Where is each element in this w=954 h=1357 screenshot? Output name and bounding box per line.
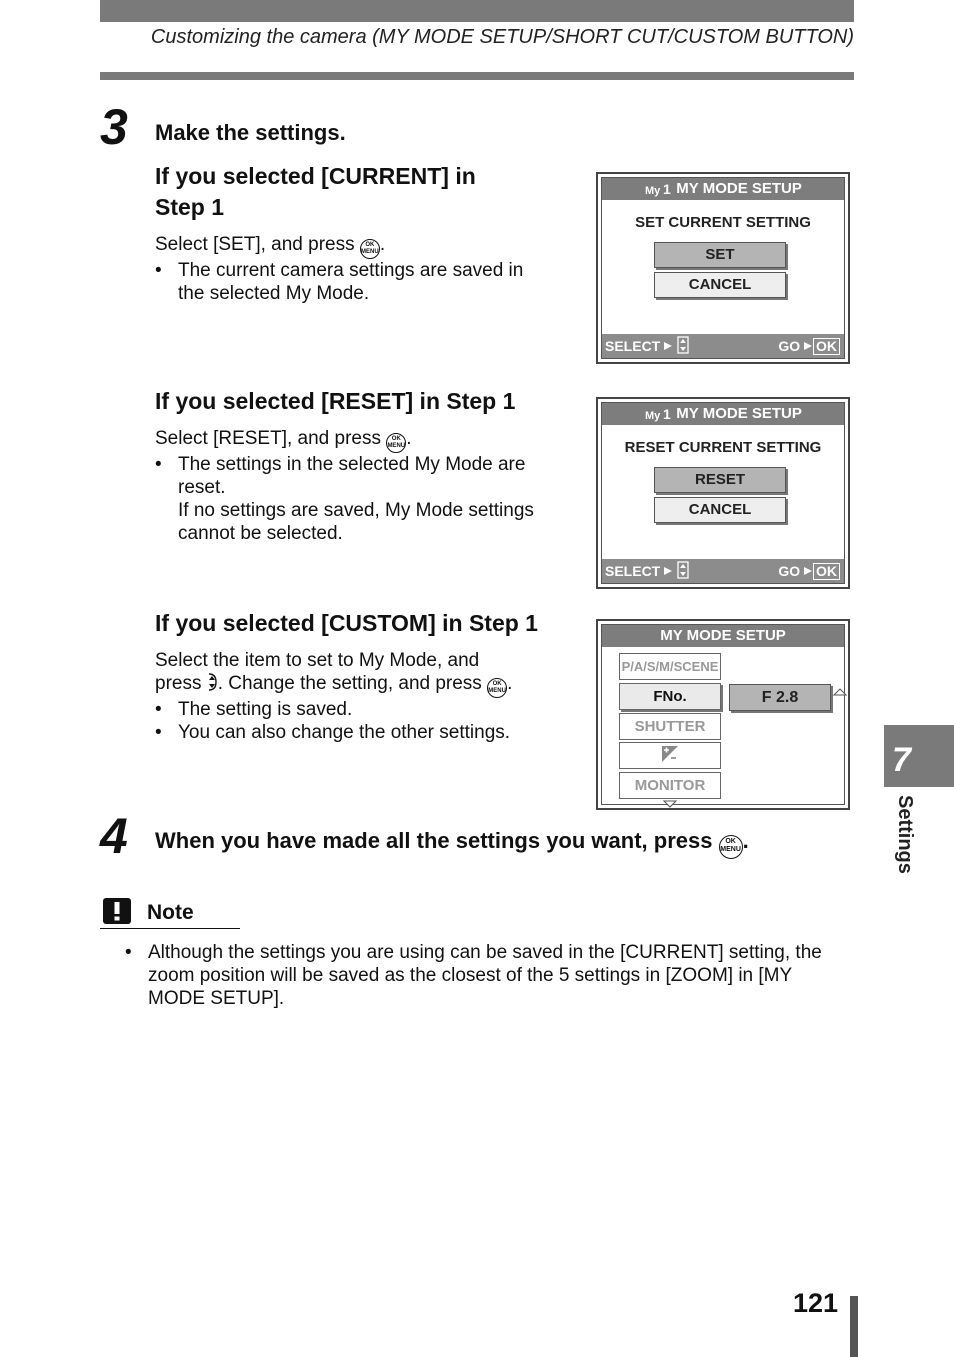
cancel-option[interactable]: CANCEL — [654, 272, 786, 298]
screen-title: MY MODE SETUP — [676, 180, 802, 197]
my-mode-icon — [644, 404, 672, 422]
menu-item-shutter[interactable]: SHUTTER — [619, 713, 721, 740]
custom-bullet: • The setting is saved. — [155, 698, 565, 721]
current-heading-line1: If you selected [CURRENT] in — [155, 163, 476, 189]
screen-prompt: SET CURRENT SETTING — [635, 214, 811, 231]
chapter-number: 7 — [892, 741, 911, 779]
custom-bullet-list — [155, 698, 565, 744]
reset-section-heading: If you selected [RESET] in Step 1 — [155, 388, 516, 414]
custom-instruction-line1: Select the item to set to My Mode, and — [155, 650, 480, 671]
note-bullet-list — [125, 941, 850, 1010]
camera-screen-reset — [596, 397, 850, 589]
reset-bullet: • The settings in the selected My Mode are reset. If no settings are saved, My Mode settings cannot be selected. — [155, 453, 555, 545]
step-3-heading: Make the settings. — [155, 120, 346, 145]
footer-go: GO OK — [778, 334, 840, 358]
arrow-right-icon — [664, 341, 673, 351]
value-up-arrow-icon — [833, 688, 847, 696]
menu-item-exposure-compensation[interactable] — [619, 742, 721, 769]
screen-frame — [601, 402, 845, 584]
exposure-compensation-icon — [661, 745, 679, 763]
svg-text:My: My — [645, 410, 661, 422]
note-bullet: • Although the settings you are using can be saved in the [CURRENT] setting, the zoom position will be saved as the closest of the 5 settings in [ZOOM] in [MY MODE SETUP]. — [125, 941, 850, 1010]
camera-screen-current — [596, 172, 850, 364]
current-bullet-list — [155, 259, 555, 305]
custom-bullet: • You can also change the other settings. — [155, 721, 565, 744]
ok-menu-button-icon: OK MENU — [360, 239, 380, 259]
reset-instruction: Select [RESET], and press OK MENU. — [155, 427, 555, 453]
arrow-pad-icon — [207, 672, 218, 692]
footer-go: GO OK — [778, 559, 840, 583]
chapter-label: Settings — [894, 795, 916, 874]
menu-item-pasm-scene[interactable]: P/A/S/M/SCENE — [619, 653, 721, 680]
note-icon — [102, 897, 132, 925]
current-section-heading — [155, 161, 555, 223]
menu-item-fno[interactable]: FNo. — [619, 683, 721, 710]
menu-item-monitor[interactable]: MONITOR — [619, 772, 721, 799]
svg-text:My: My — [645, 185, 661, 197]
screen-footer — [602, 334, 844, 358]
screen-title-bar — [602, 403, 844, 425]
ok-menu-button-icon: OK MENU — [487, 678, 507, 698]
screen-title: MY MODE SETUP — [676, 405, 802, 422]
svg-text:1: 1 — [663, 181, 671, 197]
page-number: 121 — [792, 1288, 838, 1318]
screen-footer — [602, 559, 844, 583]
screen-prompt: RESET CURRENT SETTING — [624, 439, 822, 456]
screen-frame — [601, 177, 845, 359]
note-title: Note — [147, 901, 194, 924]
reset-bullet-list — [155, 453, 555, 545]
footer-select: SELECT — [605, 559, 689, 583]
ok-badge: OK — [813, 338, 840, 355]
set-option[interactable]: SET — [654, 242, 786, 268]
step-3-number: 3 — [100, 99, 128, 155]
up-down-arrows-icon — [677, 561, 689, 579]
arrow-right-icon — [664, 566, 673, 576]
reset-section-body — [155, 427, 555, 545]
page-number-bar — [850, 1296, 858, 1357]
my-mode-icon — [644, 179, 672, 197]
up-down-arrows-icon — [677, 336, 689, 354]
camera-screen-custom — [596, 619, 850, 810]
cancel-option[interactable]: CANCEL — [654, 497, 786, 523]
reset-instruction-text: Select [RESET], and press — [155, 428, 381, 449]
custom-section-heading: If you selected [CUSTOM] in Step 1 — [155, 610, 538, 636]
ok-menu-button-icon: OK MENU — [386, 433, 406, 453]
svg-text:1: 1 — [663, 406, 671, 422]
arrow-right-icon — [804, 566, 813, 576]
custom-instruction-line2: press . Change the setting, and press OK MENU. — [155, 672, 565, 698]
custom-section-body — [155, 649, 565, 744]
screen-title-bar — [602, 178, 844, 200]
step-4-text: When you have made all the settings you want, press OK MENU. — [155, 828, 845, 859]
arrow-right-icon — [804, 341, 813, 351]
ok-menu-button-icon: OK MENU — [719, 835, 743, 859]
reset-option[interactable]: RESET — [654, 467, 786, 493]
fno-value[interactable]: F 2.8 — [729, 684, 831, 711]
current-bullet: • The current camera settings are saved in the selected My Mode. — [155, 259, 555, 305]
step-4-number: 4 — [100, 808, 128, 864]
note-rule — [100, 928, 240, 929]
chapter-tab — [884, 725, 954, 787]
footer-select: SELECT — [605, 334, 689, 358]
header-rule — [100, 72, 854, 80]
scroll-down-icon — [663, 800, 677, 808]
note-body — [125, 941, 850, 1010]
screen-frame — [601, 624, 845, 805]
current-section-body — [155, 233, 555, 305]
current-heading-line2: Step 1 — [155, 194, 225, 220]
current-instruction-text: Select [SET], and press — [155, 234, 355, 255]
screen-title: MY MODE SETUP — [660, 627, 786, 644]
current-instruction: Select [SET], and press OK MENU. — [155, 233, 555, 259]
ok-badge: OK — [813, 563, 840, 580]
screen-title-bar — [602, 625, 844, 647]
running-header-title: Customizing the camera (MY MODE SETUP/SHORT CUT/CUSTOM BUTTON) — [150, 26, 854, 48]
header-top-bar — [100, 0, 854, 22]
